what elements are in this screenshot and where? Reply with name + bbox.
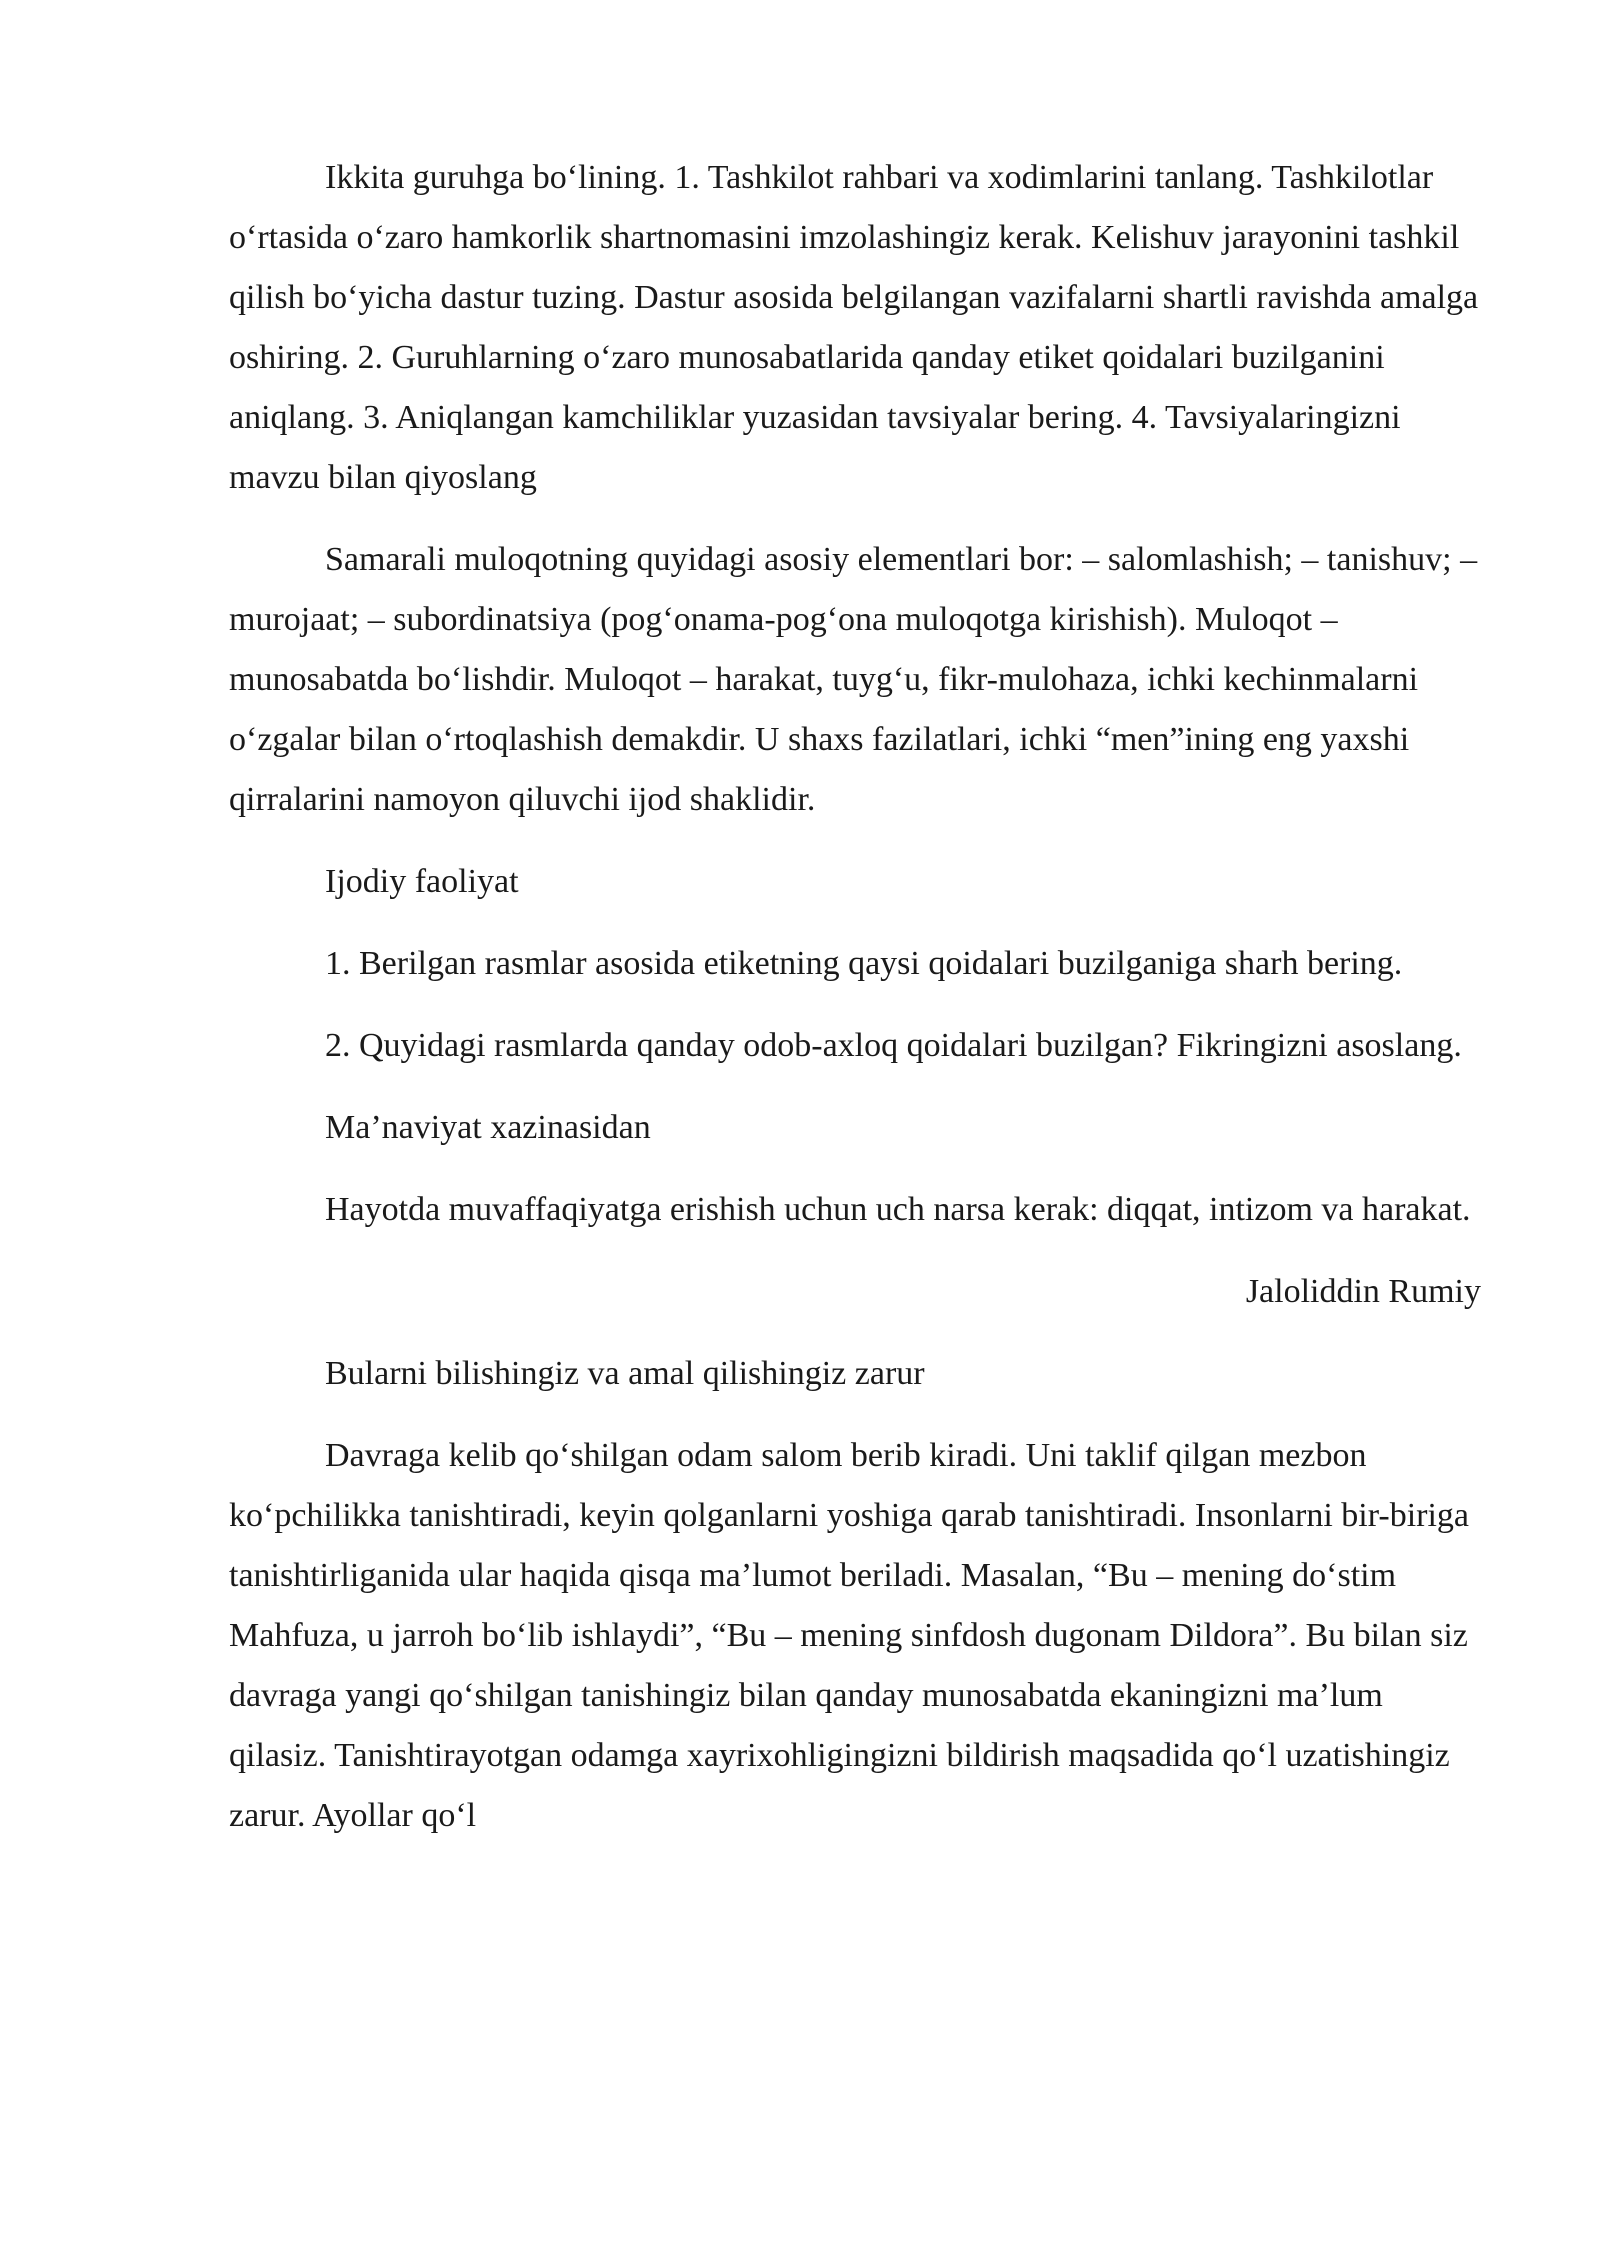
document-page bbox=[229, 148, 1481, 1868]
paragraph-task-2: 2. Quyidagi rasmlarda qanday odob-axloq qoidalari buzilgan? Fikringizni asoslang. bbox=[325, 1027, 1462, 1064]
quote-author: Jaloliddin Rumiy bbox=[1245, 1273, 1481, 1310]
heading-must-know: Bularni bilishingiz va amal qilishingiz zarur bbox=[325, 1355, 925, 1392]
paragraph-introductions: Davraga kelib qo‘shilgan odam salom berib kiradi. Uni taklif qilgan mezbon ko‘pchilikka tanishtiradi, keyin qolganlarni yoshiga qarab tanishtiradi. Insonlarni bir-biriga tanishtirliganida ular haqida qisqa ma’lumot beriladi. Masalan, “Bu – mening do‘stim Mahfuza, u jarroh bo‘lib ishlaydi”, “Bu – mening sinfdosh dugonam Dildora”. Bu bilan siz davraga yangi qo‘shilgan tanishingiz bilan qanday munosabatda ekaningizni ma’lum qilasiz. Tanishtirayotgan odamga xayrixohligingizni bildirish maqsadida qo‘l uzatishingiz zarur. Ayollar qo‘l bbox=[229, 1437, 1470, 1834]
paragraph-communication-elements: Samarali muloqotning quyidagi asosiy elementlari bor: – salomlashish; – tanishuv; – murojaat; – subordinatsiya (pog‘onama-pog‘ona muloqotga kirishish). Muloqot – munosabatda bo‘lishdir. Muloqot – harakat, tuyg‘u, fikr-mulohaza, ichki kechinmalarni o‘zgalar bilan o‘rtoqlashish demakdir. U shaxs fazilatlari, ichki “men”ining eng yaxshi qirralarini namoyon qiluvchi ijod shaklidir. bbox=[229, 541, 1478, 818]
paragraph-quote: Hayotda muvaffaqiyatga erishish uchun uch narsa kerak: diqqat, intizom va harakat. bbox=[325, 1191, 1471, 1228]
paragraph-task-1: 1. Berilgan rasmlar asosida etiketning qaysi qoidalari buzilganiga sharh bering. bbox=[325, 945, 1403, 982]
heading-creative-activity: Ijodiy faoliyat bbox=[325, 863, 519, 900]
heading-spiritual-treasury: Ma’naviyat xazinasidan bbox=[325, 1109, 651, 1146]
paragraph-group-task: Ikkita guruhga bo‘lining. 1. Tashkilot rahbari va xodimlarini tanlang. Tashkilotlar o‘rtasida o‘zaro hamkorlik shartnomasini imzolashingiz kerak. Kelishuv jarayonini tashkil qilish bo‘yicha dastur tuzing. Dastur asosida belgilangan vazifalarni shartli ravishda amalga oshiring. 2. Guruhlarning o‘zaro munosabatlarida qanday etiket qoidalari buzilganini aniqlang. 3. Aniqlangan kamchiliklar yuzasidan tavsiyalar bering. 4. Tavsiyalaringizni mavzu bilan qiyoslang bbox=[229, 159, 1479, 496]
